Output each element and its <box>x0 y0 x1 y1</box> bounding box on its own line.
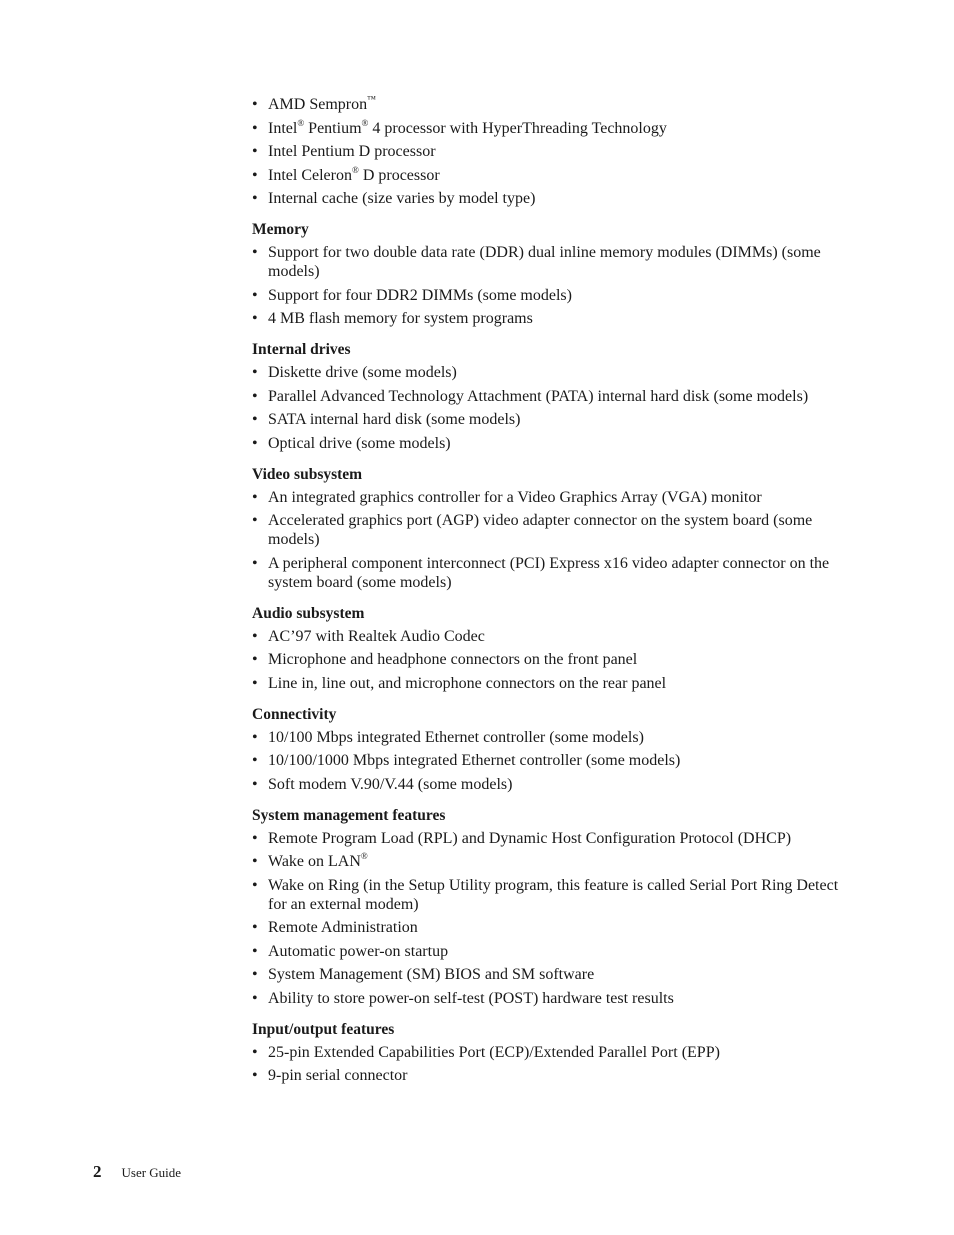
section-heading: Video subsystem <box>252 465 363 483</box>
list-item <box>252 166 852 185</box>
list-item <box>252 119 852 138</box>
item-text: 4 processor with HyperThreading Technology <box>368 119 667 137</box>
list-item: • A peripheral component interconnect (PCI) Express x16 video adapter connector on the system board (some models) <box>252 554 852 592</box>
item-text: D processor <box>358 166 440 184</box>
section-heading: Memory <box>252 221 309 238</box>
page-footer <box>93 1162 181 1182</box>
list-item <box>252 852 852 871</box>
section <box>252 465 852 592</box>
list-item: • Diskette drive (some models) <box>252 363 852 382</box>
list-item: • Automatic power-on startup <box>252 942 852 961</box>
item-text: AMD Sempron <box>268 96 368 113</box>
list-item: • 10/100/1000 Mbps integrated Ethernet controller (some models) <box>252 751 852 770</box>
list-item: • An integrated graphics controller for a Video Graphics Array (VGA) monitor <box>252 488 852 507</box>
trademark-mark: ® <box>297 117 305 128</box>
section <box>252 340 852 453</box>
list-item <box>252 95 852 114</box>
list-item <box>252 189 852 208</box>
list-item: • Remote Program Load (RPL) and Dynamic Host Configuration Protocol (DHCP) <box>252 829 852 848</box>
section-heading: Internal drives <box>252 341 351 358</box>
section <box>252 1020 852 1086</box>
processor-section <box>252 95 852 208</box>
list-item: • 10/100 Mbps integrated Ethernet controller (some models) <box>252 728 852 747</box>
bullet-list <box>252 728 852 794</box>
page-content <box>252 95 852 1097</box>
processor-list <box>252 95 852 208</box>
list-item: • Ability to store power-on self-test (POST) hardware test results <box>252 989 852 1008</box>
page-number: 2 <box>93 1162 102 1181</box>
section-heading: Connectivity <box>252 705 337 723</box>
bullet-list <box>252 1043 852 1086</box>
list-item <box>252 142 852 161</box>
item-text: Wake on LAN <box>268 853 361 870</box>
bullet-list <box>252 829 852 1008</box>
item-text: Intel <box>268 119 298 137</box>
section <box>252 806 852 1008</box>
list-item: • 4 MB flash memory for system programs <box>252 309 852 328</box>
list-item: • 9-pin serial connector <box>252 1066 852 1085</box>
section <box>252 705 852 794</box>
section <box>252 604 852 693</box>
trademark-mark: ® <box>360 851 368 861</box>
section-heading: System management features <box>252 806 446 824</box>
item-text: Internal cache (size varies by model type) <box>268 190 536 207</box>
list-item: • Parallel Advanced Technology Attachment (PATA) internal hard disk (some models) <box>252 387 852 406</box>
guide-title: User Guide <box>121 1165 182 1180</box>
list-item: • Accelerated graphics port (AGP) video adapter connector on the system board (some models) <box>252 511 852 549</box>
bullet-list <box>252 363 852 453</box>
list-item: • Remote Administration <box>252 918 852 937</box>
list-item: • Line in, line out, and microphone connectors on the rear panel <box>252 674 852 693</box>
list-item: • 25-pin Extended Capabilities Port (ECP)/Extended Parallel Port (EPP) <box>252 1043 852 1062</box>
list-item: • Microphone and headphone connectors on the front panel <box>252 650 852 669</box>
bullet-list <box>252 627 852 693</box>
list-item: • System Management (SM) BIOS and SM software <box>252 965 852 984</box>
list-item: • Soft modem V.90/V.44 (some models) <box>252 775 852 794</box>
item-text: Intel Pentium D processor <box>268 143 436 160</box>
bullet-list <box>252 243 852 328</box>
section-heading: Input/output features <box>252 1020 395 1038</box>
list-item: • Optical drive (some models) <box>252 434 852 453</box>
item-text: Intel Celeron <box>268 166 352 184</box>
bullet-list <box>252 488 852 592</box>
item-text: Pentium <box>304 119 362 137</box>
section <box>252 220 852 328</box>
list-item: • AC’97 with Realtek Audio Codec <box>252 627 852 646</box>
trademark-mark: ® <box>351 164 359 175</box>
list-item: • Support for two double data rate (DDR) dual inline memory modules (DIMMs) (some models) <box>252 243 852 281</box>
trademark-mark: ™ <box>367 94 376 104</box>
list-item: • SATA internal hard disk (some models) <box>252 410 852 429</box>
trademark-mark: ® <box>361 117 369 128</box>
section-heading: Audio subsystem <box>252 604 365 622</box>
list-item: • Support for four DDR2 DIMMs (some models) <box>252 286 852 305</box>
feature-sections <box>252 220 852 1085</box>
list-item: • Wake on Ring (in the Setup Utility program, this feature is called Serial Port Ring Detect for an external modem) <box>252 876 852 914</box>
